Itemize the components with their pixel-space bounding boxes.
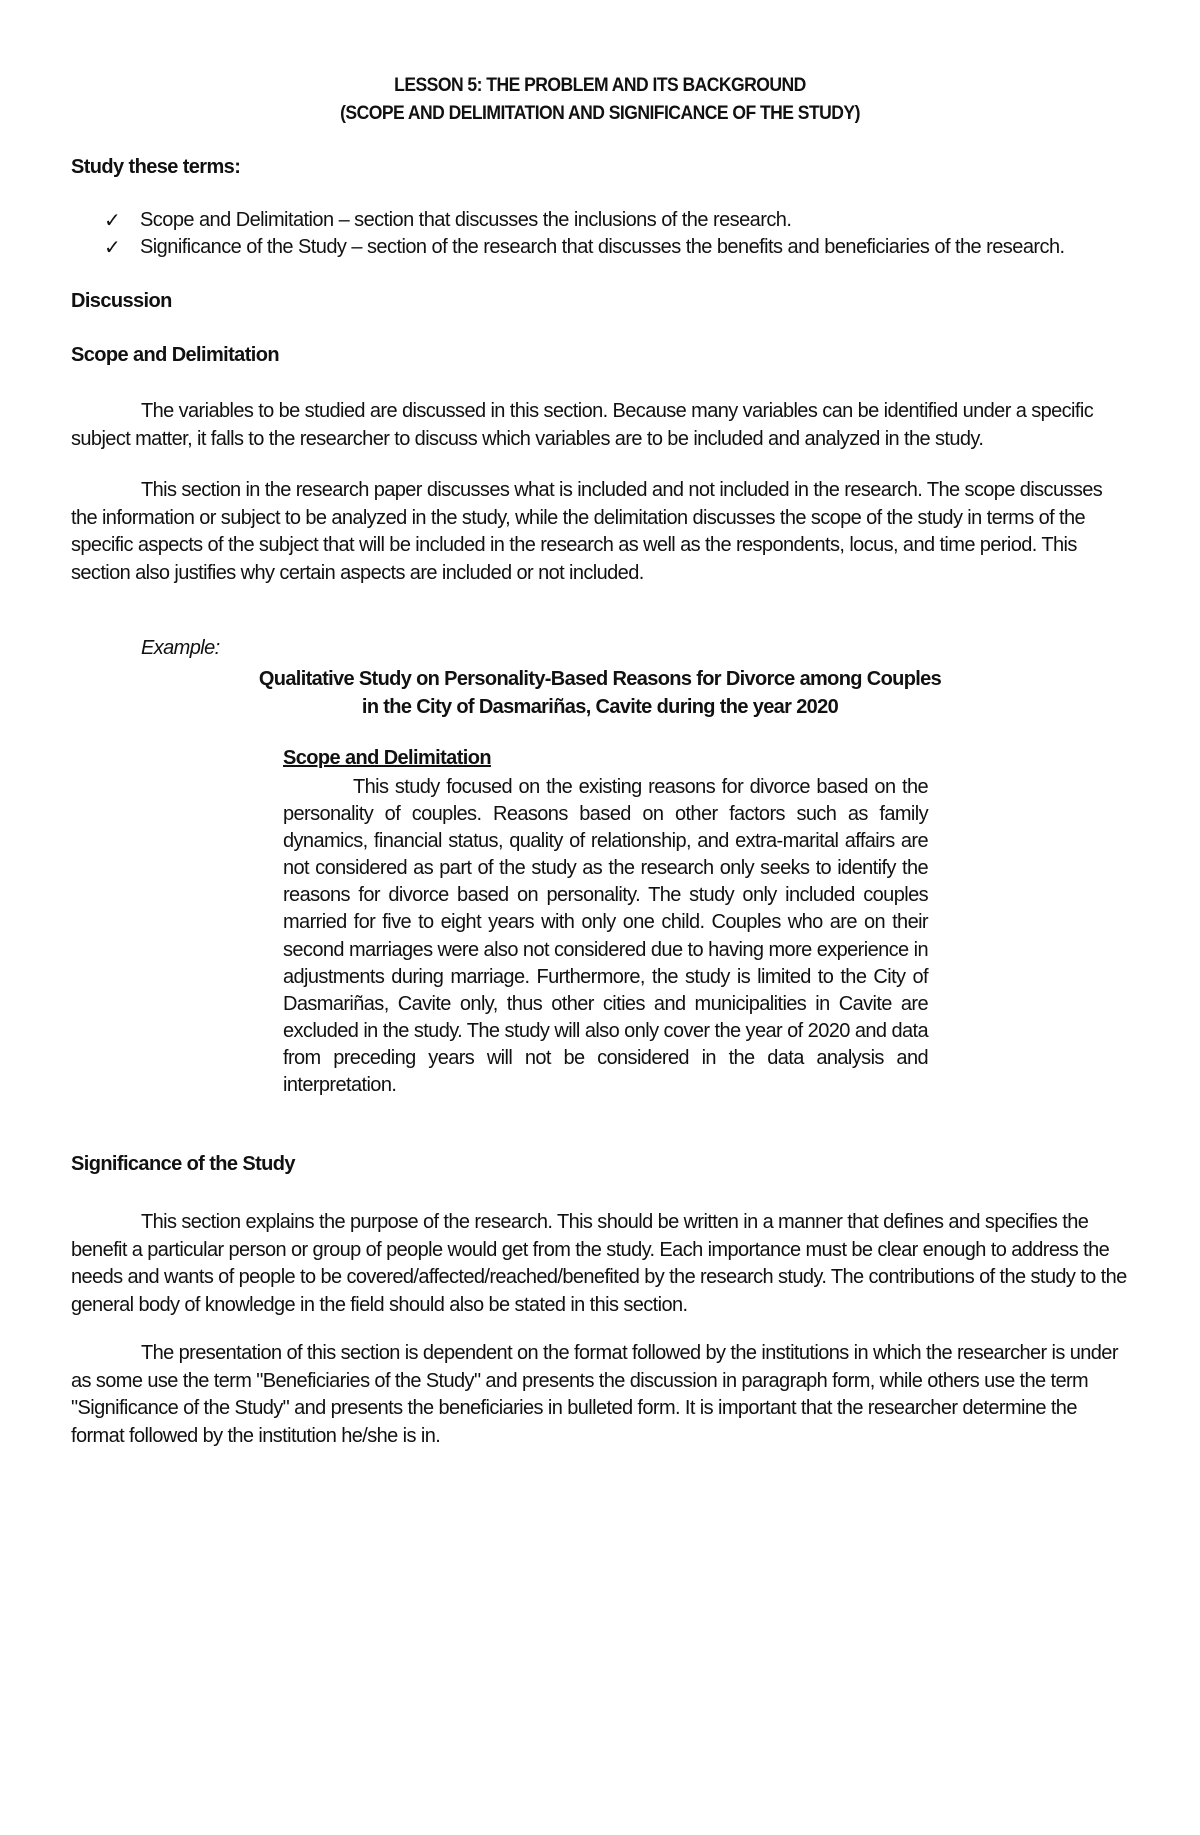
significance-paragraph: This section explains the purpose of the research. This should be written in a manner that defines and specifies the benefit a particular person or group of people would get from the study. Each importance must be clear enough to address the needs and wants of people to be covered/affected/reached/benefited by the research study. The contributions of the study to the general body of knowledge in the field should also be stated in this section.	[71, 1211, 1127, 1316]
study-terms-heading: Study these terms:	[71, 156, 241, 178]
term-text: Significance of the Study – section of the research that discusses the benefits and beneficiaries of the research.	[140, 236, 1065, 258]
example-title-line2: in the City of Dasmariñas, Cavite during the year 2020	[361, 696, 839, 718]
discussion-heading: Discussion	[71, 290, 172, 312]
lesson-title: LESSON 5: THE PROBLEM AND ITS BACKGROUND	[394, 74, 806, 96]
term-text: Scope and Delimitation – section that discusses the inclusions of the research.	[140, 209, 792, 231]
lesson-subtitle: (SCOPE AND DELIMITATION AND SIGNIFICANCE OF THE STUDY)	[340, 102, 860, 124]
terms-list	[104, 207, 1164, 261]
significance-paragraph: The presentation of this section is dependent on the format followed by the institutions in which the researcher is under as some use the term "Beneficiaries of the Study" and presents the discussion in paragraph form, while others use the term "Significance of the Study" and presents the beneficiaries in bulleted form. It is important that the researcher determine the format followed by the institution he/she is in.	[71, 1342, 1118, 1447]
scope-heading: Scope and Delimitation	[71, 344, 279, 366]
example-subheading: Scope and Delimitation	[283, 747, 491, 769]
example-title: Qualitative Study on Personality-Based Reasons for Divorce among Couples	[258, 668, 942, 690]
significance-heading: Significance of the Study	[71, 1153, 295, 1175]
check-icon: ✓	[104, 235, 121, 259]
term-item	[104, 207, 1164, 234]
example-label: Example:	[141, 637, 220, 659]
term-item	[104, 234, 1164, 261]
scope-paragraph: This section in the research paper discusses what is included and not included in the research. The scope discusses the information or subject to be analyzed in the study, while the delimitation discusses the scope of the study in terms of the specific aspects of the subject that will be included in the research as well as the respondents, locus, and time period. This section also justifies why certain aspects are included or not included.	[71, 479, 1103, 584]
scope-paragraph: The variables to be studied are discussed in this section. Because many variables can be identified under a specific subject matter, it falls to the researcher to discuss which variables are to be included and analyzed in the study.	[71, 400, 1094, 450]
example-body: This study focused on the existing reasons for divorce based on the personality of couples. Reasons based on other factors such as family dynamics, financial status, quality of relationship, and extra-marital affairs are not considered as part of the study as the research only seeks to identify the reasons for divorce based on personality. The study only included couples married for five to eight years with only one child. Couples who are on their second marriages were also not considered due to having more experience in adjustments during marriage. Furthermore, the study is limited to the City of Dasmariñas, Cavite only, thus other cities and municipalities in Cavite are excluded in the study. The study will also only cover the year of 2020 and data from preceding years will not be considered in the data analysis and interpretation.	[283, 776, 928, 1097]
check-icon: ✓	[104, 208, 121, 232]
